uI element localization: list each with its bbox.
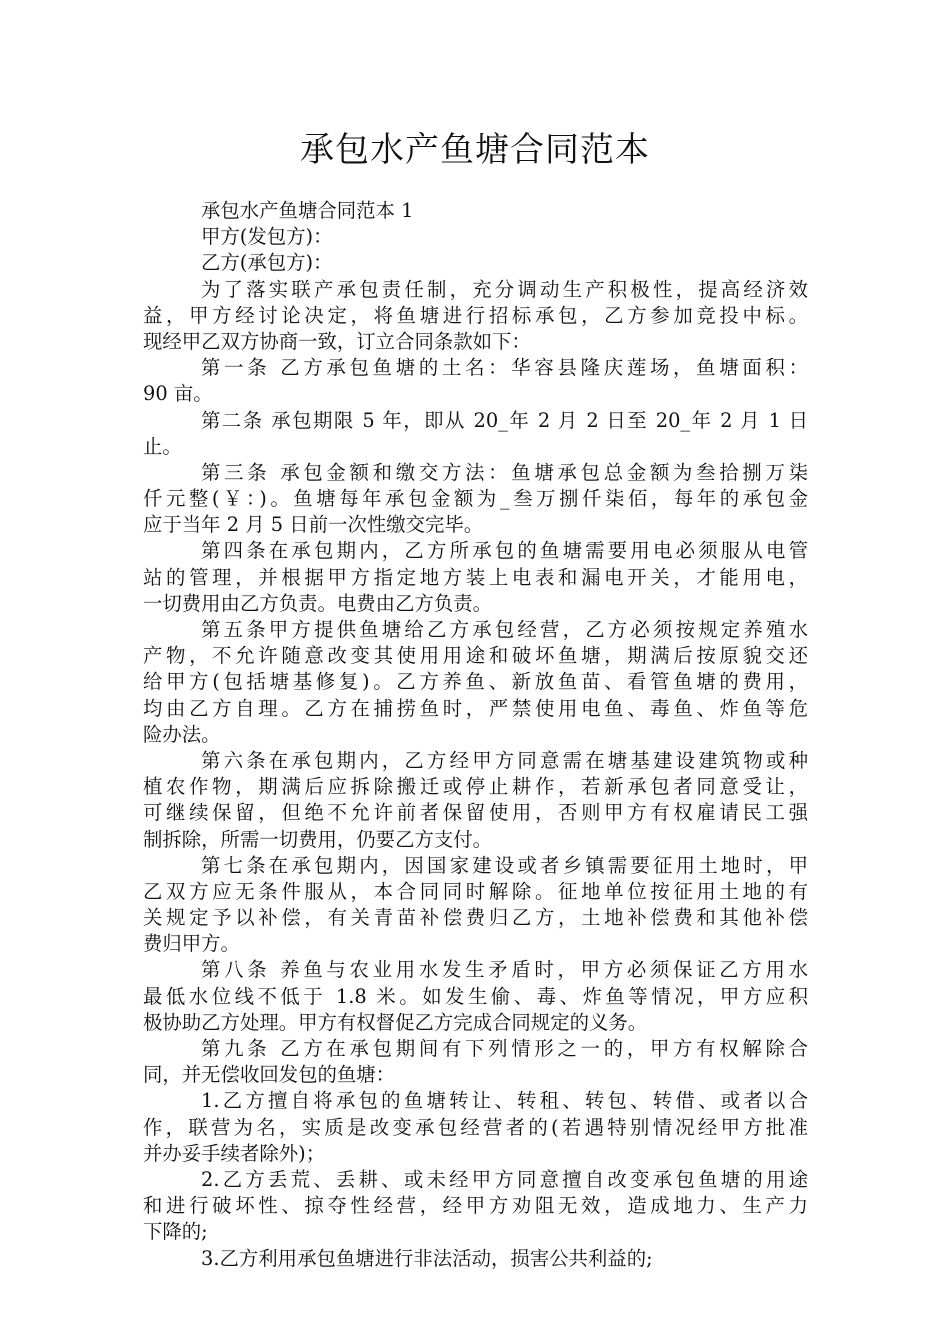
- document-title: 承包水产鱼塘合同范本: [300, 130, 650, 170]
- text-line: 和进行破坏性、掠夺性经营，经甲方劝阻无效，造成地力、生产力: [143, 1194, 808, 1218]
- text-line: 植农作物，期满后应拆除搬迁或停止耕作，若新承包者同意受让，: [143, 775, 808, 799]
- text-line: 2.乙方丢荒、丢耕、或未经甲方同意擅自改变承包鱼塘的用途: [201, 1167, 808, 1191]
- document-body: [143, 198, 808, 1272]
- text-line: 90 亩。: [143, 382, 213, 406]
- text-line: 制拆除，所需一切费用，仍要乙方支付。: [143, 827, 493, 851]
- text-line: 第五条甲方提供鱼塘给乙方承包经营，乙方必须按规定养殖水: [201, 618, 808, 641]
- text-line: 第八条 养鱼与农业用水发生矛盾时，甲方必须保证乙方用水: [201, 958, 808, 982]
- text-line: 给甲方(包括塘基修复)。乙方养鱼、新放鱼苗、看管鱼塘的费用，: [143, 670, 808, 694]
- text-line: 益，甲方经讨论决定，将鱼塘进行招标承包，乙方参加竞投中标。: [143, 303, 808, 327]
- text-line: 承包水产鱼塘合同范本 1: [201, 199, 414, 222]
- text-line: 第一条 乙方承包鱼塘的土名：华容县隆庆莲场，鱼塘面积：: [201, 356, 808, 380]
- text-line: 第七条在承包期内，因国家建设或者乡镇需要征用土地时，甲: [201, 853, 808, 877]
- text-line: 站的管理，并根据甲方指定地方装上电表和漏电开关，才能用电，: [143, 565, 808, 589]
- text-line: 下降的;: [143, 1220, 208, 1244]
- text-line: 产物，不允许随意改变其使用用途和破坏鱼塘，期满后按原貌交还: [143, 644, 808, 668]
- text-line: 最低水位线不低于 1.8 米。如发生偷、毒、炸鱼等情况，甲方应积: [143, 984, 808, 1008]
- text-line: 3.乙方利用承包鱼塘进行非法活动，损害公共利益的;: [201, 1246, 653, 1270]
- text-line: 第四条在承包期内，乙方所承包的鱼塘需要用电必须服从电管: [201, 539, 808, 563]
- text-line: 甲方(发包方)：: [201, 225, 333, 249]
- text-line: 极协助乙方处理。甲方有权督促乙方完成合同规定的义务。: [143, 1010, 648, 1034]
- text-line: 第三条 承包金额和缴交方法：鱼塘承包总金额为叁拾捌万柒: [201, 460, 808, 484]
- text-line: 第六条在承包期内，乙方经甲方同意需在塘基建设建筑物或种: [201, 748, 808, 772]
- text-line: 一切费用由乙方负责。电费由乙方负责。: [143, 591, 493, 615]
- text-line: 险办法。: [143, 722, 221, 746]
- text-line: 并办妥手续者除外)；: [143, 1141, 326, 1165]
- text-line: 仟元整(￥：)。鱼塘每年承包金额为_叁万捌仟柒佰，每年的承包金: [143, 487, 808, 511]
- text-line: 应于当年 2 月 5 日前一次性缴交完毕。: [143, 513, 484, 537]
- text-line: 作，联营为名，实质是改变承包经营者的(若遇特别情况经甲方批准: [143, 1115, 808, 1139]
- text-line: 均由乙方自理。乙方在捕捞鱼时，严禁使用电鱼、毒鱼、炸鱼等危: [143, 696, 808, 720]
- text-line: 现经甲乙双方协商一致，订立合同条款如下：: [143, 329, 531, 353]
- text-line: 费归甲方。: [143, 932, 240, 956]
- text-line: 第九条 乙方在承包期间有下列情形之一的，甲方有权解除合: [201, 1037, 808, 1060]
- text-line: 关规定予以补偿，有关青苗补偿费归乙方，土地补偿费和其他补偿: [143, 906, 808, 930]
- text-line: 同，并无偿收回发包的鱼塘：: [143, 1063, 396, 1087]
- text-line: 第二条 承包期限 5 年，即从 20_年 2 月 2 日至 20_年 2 月 1 日: [201, 408, 808, 432]
- text-line: 1.乙方擅自将承包的鱼塘转让、转租、转包、转借、或者以合: [201, 1089, 808, 1113]
- text-line: 乙双方应无条件服从，本合同同时解除。征地单位按征用土地的有: [143, 879, 808, 903]
- text-line: 为了落实联产承包责任制，充分调动生产积极性，提高经济效: [201, 277, 808, 301]
- text-line: 乙方(承包方)：: [201, 251, 333, 275]
- text-line: 止。: [143, 434, 182, 458]
- text-line: 可继续保留，但绝不允许前者保留使用，否则甲方有权雇请民工强: [143, 801, 808, 825]
